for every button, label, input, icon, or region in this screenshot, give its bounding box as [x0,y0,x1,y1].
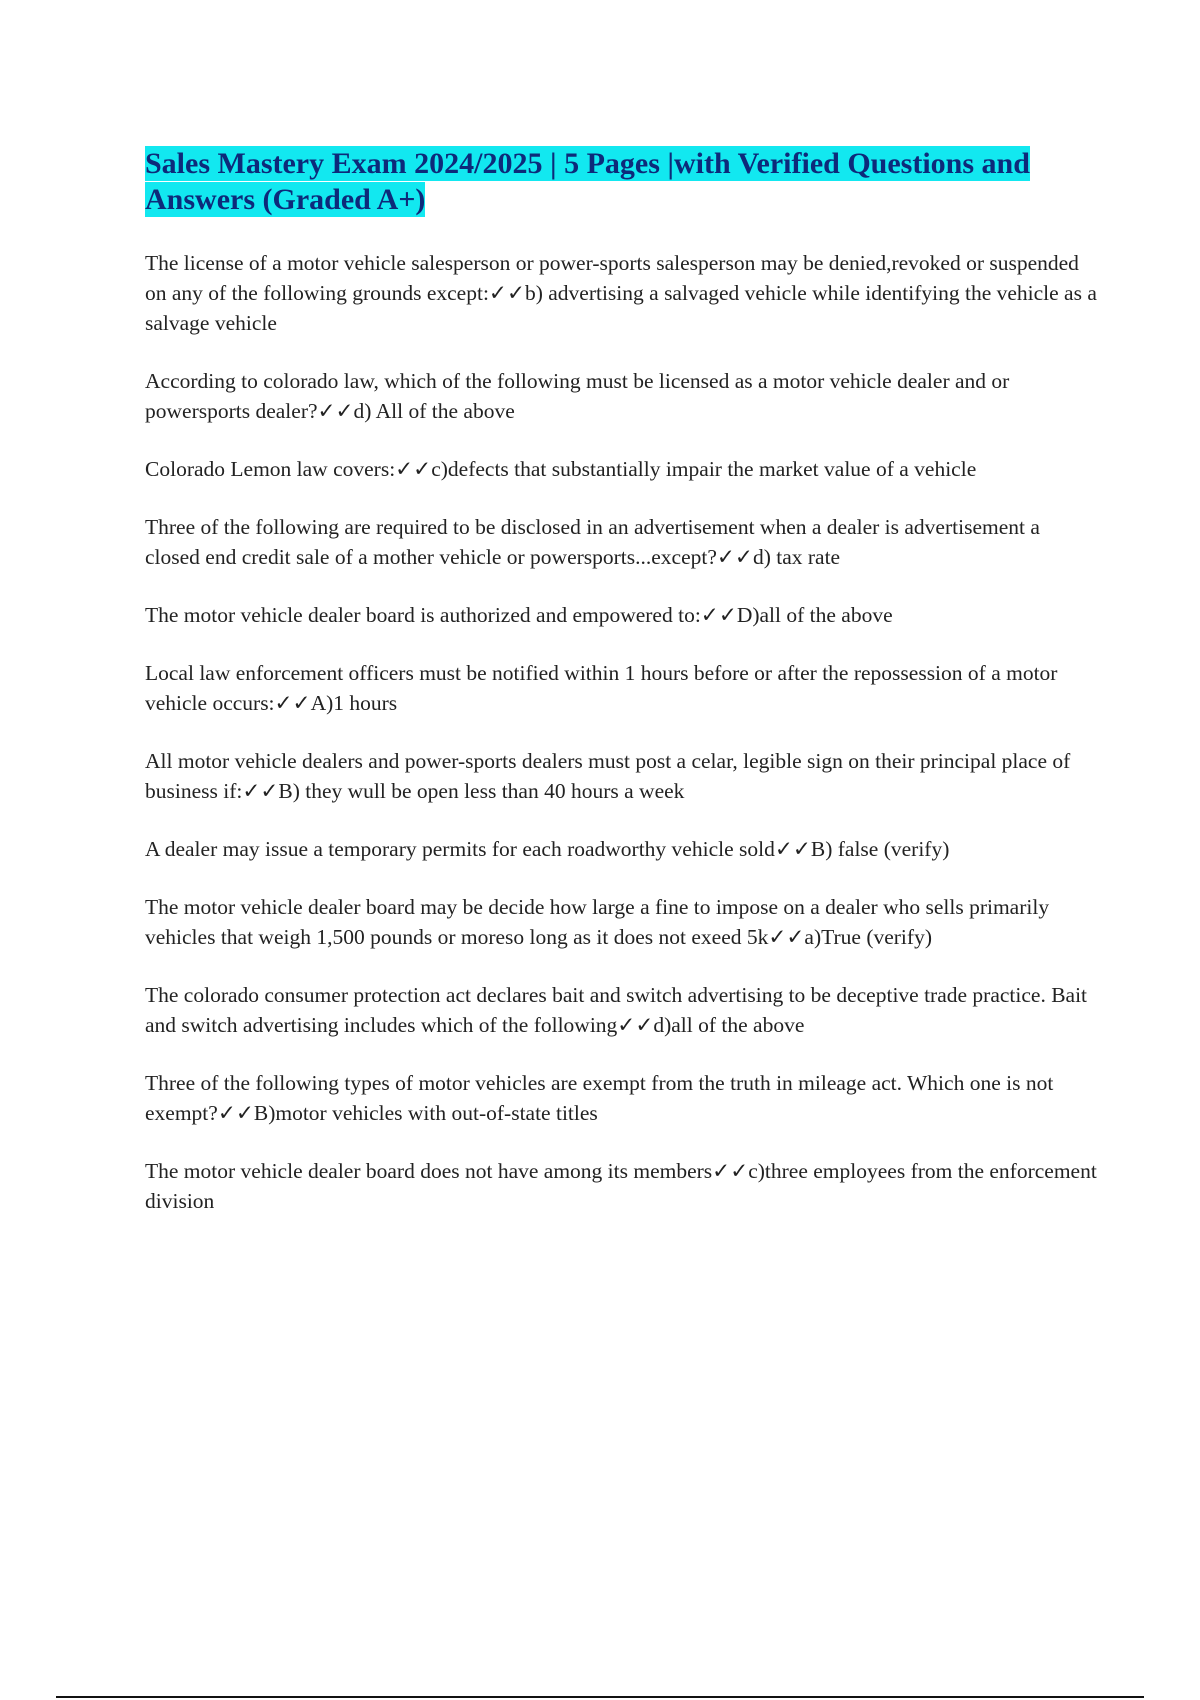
qa-list [145,248,1100,1244]
qa-item-4: Three of the following are required to be disclosed in an advertisement when a dealer is advertisement a closed end credit sale of a mother vehicle or powersports...except?✓✓d) tax rate [145,515,1040,569]
qa-item-11: Three of the following types of motor vehicles are exempt from the truth in mileage act. Which one is not exempt?✓✓B)motor vehicles with out-of-state titles [145,1071,1054,1125]
qa-item-5: The motor vehicle dealer board is authorized and empowered to:✓✓D)all of the above [145,603,893,627]
title-highlight: Sales Mastery Exam 2024/2025 | 5 Pages |with Verified Questions and Answers (Graded A+) [145,147,1030,216]
qa-item-7: All motor vehicle dealers and power-sports dealers must post a celar, legible sign on their principal place of business if:✓✓B) they wull be open less than 40 hours a week [145,749,1071,803]
qa-item-6: Local law enforcement officers must be notified within 1 hours before or after the repossession of a motor vehicle occurs:✓✓A)1 hours [145,661,1058,715]
page-bottom-divider [56,1696,1144,1698]
qa-item-12: The motor vehicle dealer board does not have among its members✓✓c)three employees from the enforcement division [145,1159,1097,1213]
qa-item-8: A dealer may issue a temporary permits for each roadworthy vehicle sold✓✓B) false (verify) [145,837,950,861]
qa-item-2: According to colorado law, which of the following must be licensed as a motor vehicle dealer and or powersports dealer?✓✓d) All of the above [145,369,1010,423]
qa-item-10: The colorado consumer protection act declares bait and switch advertising to be deceptive trade practice. Bait and switch advertising includes which of the following✓✓d)all of the above [145,983,1088,1037]
qa-item-1: The license of a motor vehicle salesperson or power-sports salesperson may be denied,revoked or suspended on any of the following grounds except:✓✓b) advertising a salvaged vehicle while identifying the vehicle as a salvage vehicle [145,251,1097,335]
document-title [145,146,1045,218]
qa-item-9: The motor vehicle dealer board may be decide how large a fine to impose on a dealer who sells primarily vehicles that weigh 1,500 pounds or moreso long as it does not exeed 5k✓✓a)True (verify) [145,895,1050,949]
qa-item-3: Colorado Lemon law covers:✓✓c)defects that substantially impair the market value of a vehicle [145,457,977,481]
